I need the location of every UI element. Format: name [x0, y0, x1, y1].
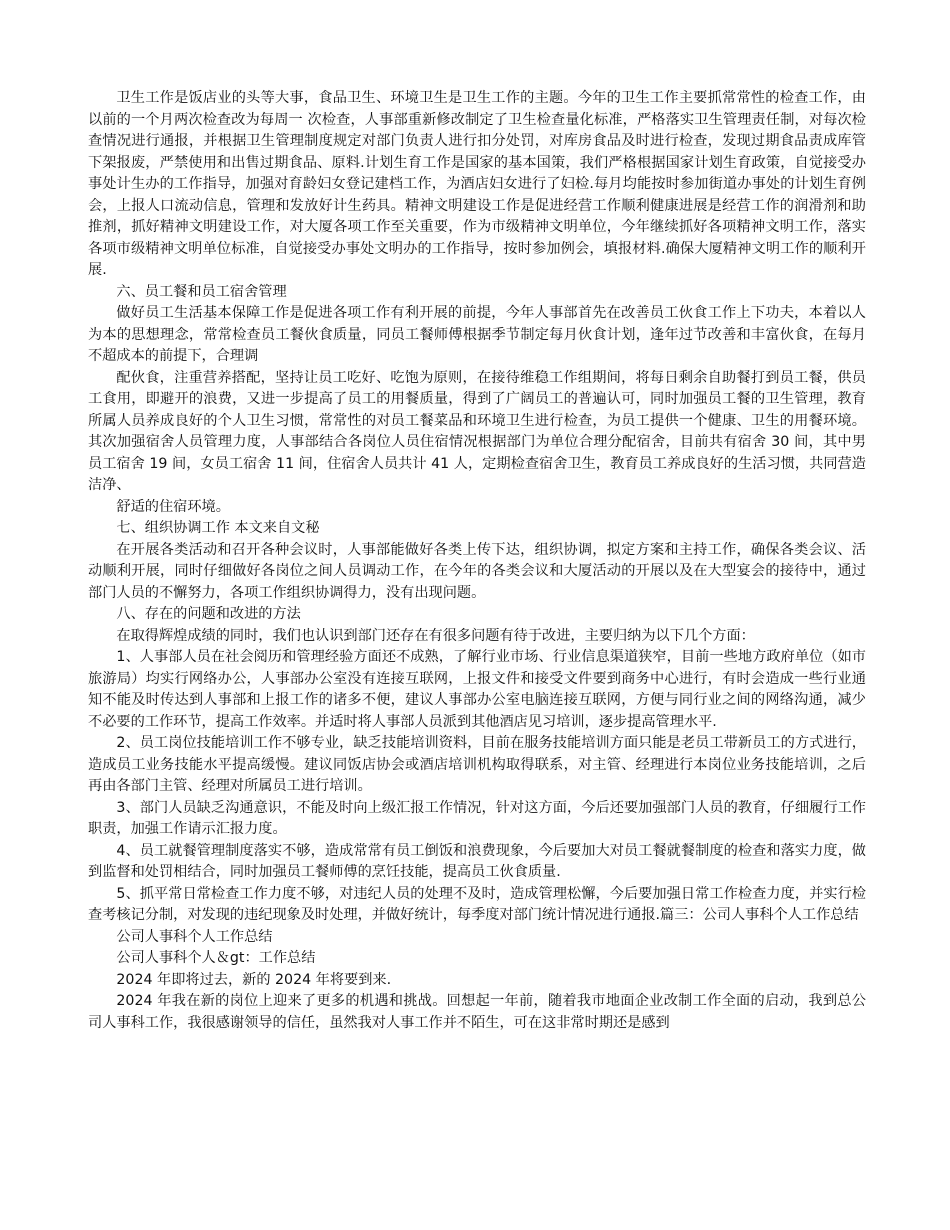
section-heading-6: 六、员工餐和员工宿舍管理	[116, 283, 287, 300]
paragraph-problem-2: 2、员工岗位技能培训工作不够专业，缺乏技能培训资料，目前在服务技能培训方面只能是老员工带新员工的方式进行，造成员工业务技能水平提高缓慢。建议同饭店协会或酒店培训机构取得联系，对主管、经理进行本岗位业务技能培训，之后再由各部门主管、经理对所属员工进行培训。	[88, 735, 866, 794]
paragraph-dorm-end: 舒适的住宿环境。	[116, 498, 230, 515]
paragraph-problem-3: 3、部门人员缺乏沟通意识，不能及时向上级汇报工作情况，针对这方面，今后还要加强部门人员的教育，仔细履行工作职责，加强工作请示汇报力度。	[88, 799, 866, 837]
article-subtitle: 公司人事科个人＆gt：工作总结	[116, 950, 316, 966]
paragraph-problems-intro: 在取得辉煌成绩的同时，我们也认识到部门还存在有很多问题有待于改进，主要归纳为以下几个方面：	[116, 627, 755, 644]
paragraph-new-role: 2024 年我在新的岗位上迎来了更多的机遇和挑战。回想起一年前，随着我市地面企业改制工作全面的启动，我到总公司人事科工作，我很感谢领导的信任，虽然我对人事工作并不陌生，可在这非常时期还是感到	[88, 993, 866, 1031]
paragraph-problem-5: 5、抓平常日常检查工作力度不够，对违纪人员的处理不及时，造成管理松懈，今后要加强日常工作检查力度，并实行检查考核记分制，对发现的违纪现象及时处理，并做好统计，每季度对部门统计情况进行通报.篇三：公司人事科个人工作总结	[88, 885, 866, 923]
paragraph-year-end: 2024 年即将过去，新的 2024 年将要到来.	[116, 971, 392, 988]
paragraph-problem-4: 4、员工就餐管理制度落实不够，造成常常有员工倒饭和浪费现象，今后要加大对员工餐就餐制度的检查和落实力度，做到监督和处罚相结合，同时加强员工餐师傅的烹饪技能，提高员工伙食质量.	[88, 842, 866, 880]
section-heading-8: 八、存在的问题和改进的方法	[116, 606, 301, 622]
section-heading-7: 七、组织协调工作 本文来自文秘	[116, 520, 320, 536]
paragraph-hygiene: 卫生工作是饭店业的头等大事，食品卫生、环境卫生是卫生工作的主题。今年的卫生工作主要抓常常性的检查工作，由以前的一个月两次检查改为每周一 次检查，人事部重新修改制定了卫生检查量化标准，严格落实卫生管理责任制，对每次检查情况进行通报，并根据卫生管理制度规定对部门负责人进行扣分处罚，对库房食品及时进行检查，发现过期食品责成库管下架报废，严禁使用和出售过期食品、原料.计划生育工作是国家的基本国策，我们严格根据国家计划生育政策，自觉接受办事处计生办的工作指导，加强对育龄妇女登记建档工作，为酒店妇女进行了妇检.每月均能按时参加街道办事处的计划生育例会，上报人口流动信息，管理和发放好计生药具。精神文明建设工作是促进经营工作顺利健康进展是经营工作的润滑剂和助推剂，抓好精神文明建设工作，对大厦各项工作至关重要，作为市级精神文明单位，今年继续抓好各项精神文明工作，落实各项市级精神文明单位标准，自觉接受办事处文明办的工作指导，按时参加例会，填报材料.确保大厦精神文明工作的顺利开展.	[88, 90, 866, 278]
paragraph-meal-dorm: 配伙食，注重营养搭配，坚持让员工吃好、吃饱为原则，在接待维稳工作组期间，将每日剩余自助餐打到员工餐，供员工食用，即避开的浪费，又进一步提高了员工的用餐质量，得到了广阔员工的普遍认可，同时加强员工餐的卫生管理，教育所属人员养成良好的个人卫生习惯，常常性的对员工餐菜品和环境卫生进行检查，为员工提供一个健康、卫生的用餐环境。其次加强宿舍人员管理力度，人事部结合各岗位人员住宿情况根据部门为单位合理分配宿舍，目前共有宿舍 30 间，其中男员工宿舍 19 间，女员工宿舍 11 间，住宿舍人员共计 41 人，定期检查宿舍卫生，教育员工养成良好的生活习惯，共同营造洁净、	[88, 369, 866, 493]
paragraph-problem-1: 1、人事部人员在社会阅历和管理经验方面还不成熟，了解行业市场、行业信息渠道狭窄，目前一些地方政府单位（如市旅游局）均实行网络办公，人事部办公室没有连接互联网，上报文件和接受文件要到商务中心进行，有时会造成一些行业通知不能及时传达到人事部和上报工作的诸多不便，建议人事部办公室电脑连接互联网，方便与同行业之间的网络沟通，减少不必要的工作环节，提高工作效率。并适时将人事部人员派到其他酒店见习培训，逐步提高管理水平.	[88, 649, 866, 730]
paragraph-staff-meals: 做好员工生活基本保障工作是促进各项工作有利开展的前提，今年人事部首先在改善员工伙食工作上下功夫，本着以人为本的思想理念，常常检查员工餐伙食质量，同员工餐师傅根据季节制定每月伙食计划，逢年过节改善和丰富伙食，在每月不超成本的前提下，合理调	[88, 305, 866, 364]
paragraph-coordination: 在开展各类活动和召开各种会议时，人事部能做好各类上传下达，组织协调，拟定方案和主持工作，确保各类会议、活动顺利开展，同时仔细做好各岗位之间人员调动工作，在今年的各类会议和大厦活动的开展以及在大型宴会的接待中，通过部门人员的不懈努力，各项工作组织协调得力，没有出现问题。	[88, 541, 866, 601]
article-title: 公司人事科个人工作总结	[116, 928, 273, 945]
